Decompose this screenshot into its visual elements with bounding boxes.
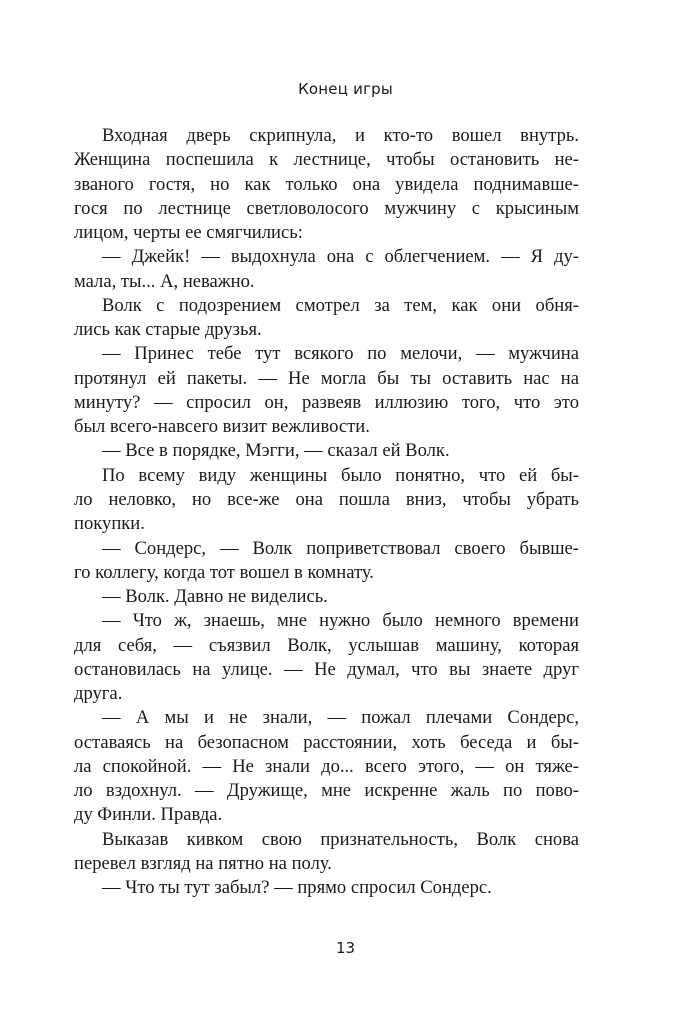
- text-line: Женщина поспешила к лестнице, чтобы остановить не-: [74, 149, 579, 171]
- text-line: ло неловко, но все-же она пошла вниз, чтобы убрать: [74, 488, 579, 510]
- text-line: ла спокойной. — Не знали до... всего этого, — он тяже-: [74, 755, 579, 777]
- text-line: гося по лестнице светловолосого мужчину с крысиным: [74, 197, 579, 219]
- text-line: ду Финли. Правда.: [74, 804, 223, 826]
- body-text: [74, 124, 579, 901]
- page-number: 13: [335, 939, 356, 957]
- text-line: друга.: [74, 683, 123, 705]
- text-line: был всего-навсего визит вежливости.: [74, 416, 370, 438]
- text-line: Волк с подозрением смотрел за тем, как они обня-: [102, 294, 579, 316]
- text-line: протянул ей пакеты. — Не могла бы ты оставить нас на: [74, 367, 579, 389]
- text-line: — Джейк! — выдохнула она с облегчением. — Я ду-: [102, 246, 579, 268]
- text-line: покупки.: [74, 513, 145, 535]
- text-line: го коллегу, когда тот вошел в комнату.: [74, 561, 374, 583]
- text-line: перевел взгляд на пятно на полу.: [74, 852, 332, 874]
- text-line: — Что ты тут забыл? — прямо спросил Сондерс.: [102, 877, 492, 899]
- text-line: — Принес тебе тут всякого по мелочи, — мужчина: [102, 343, 579, 365]
- text-line: — Все в порядке, Мэгги, — сказал ей Волк.: [102, 440, 450, 462]
- text-line: лицом, черты ее смягчились:: [74, 222, 303, 244]
- text-line: минуту? — спросил он, развеяв иллюзию того, что это: [74, 391, 579, 413]
- text-line: званого гостя, но как только она увидела поднимавше-: [74, 173, 579, 195]
- text-line: остановилась на улице. — Не думал, что вы знаете друг: [74, 658, 579, 680]
- text-line: — Волк. Давно не виделись.: [102, 586, 328, 608]
- text-line: для себя, — съязвил Волк, услышав машину, которая: [74, 634, 579, 656]
- text-line: — Что ж, знаешь, мне нужно было немного времени: [102, 610, 579, 632]
- running-head: Конец игры: [298, 80, 393, 98]
- text-line: оставаясь на безопасном расстоянии, хоть беседа и бы-: [74, 731, 579, 753]
- text-line: — Сондерс, — Волк поприветствовал своего бывше-: [102, 537, 579, 559]
- text-line: мала, ты... А, неважно.: [74, 270, 255, 292]
- text-line: Выказав кивком свою признательность, Волк снова: [102, 828, 579, 850]
- text-line: — А мы и не знали, — пожал плечами Сондерс,: [102, 707, 579, 729]
- text-line: ло вздохнул. — Дружище, мне искренне жаль по пово-: [74, 780, 579, 802]
- text-line: Входная дверь скрипнула, и кто-то вошел внутрь.: [102, 125, 579, 146]
- text-line: По всему виду женщины было понятно, что ей бы-: [102, 464, 579, 486]
- text-line: лись как старые друзья.: [74, 319, 262, 341]
